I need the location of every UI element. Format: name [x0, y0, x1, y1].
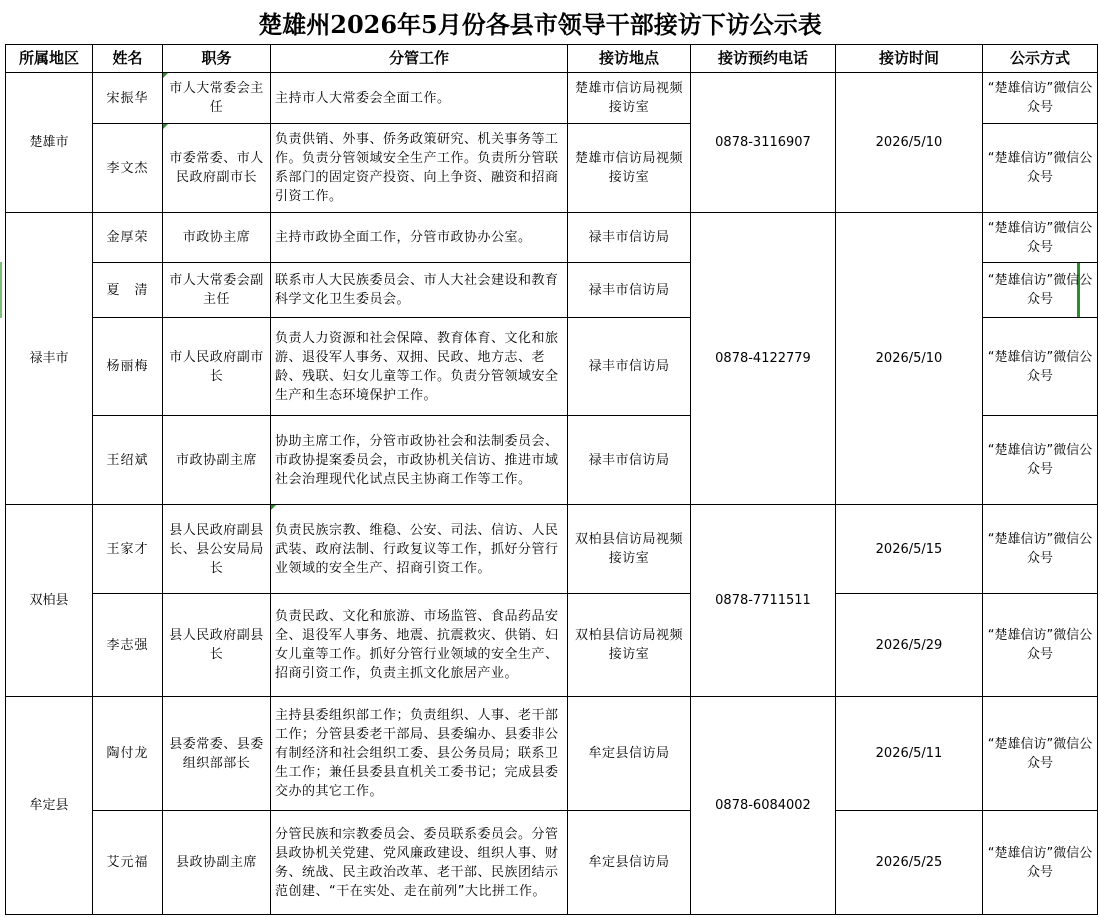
- table-row: [6, 213, 1098, 263]
- region-cell[interactable]: 牟定县: [6, 697, 93, 915]
- header-pub[interactable]: 公示方式: [983, 45, 1098, 73]
- duty-cell[interactable]: 联系市人大民族委员会、市人大社会建设和教育科学文化卫生委员会。: [271, 263, 568, 318]
- date-cell[interactable]: 2026/5/15: [836, 505, 983, 594]
- role-cell[interactable]: 县政协副主席: [163, 811, 271, 915]
- name-cell[interactable]: 金厚荣: [93, 213, 163, 263]
- table-row: [6, 73, 1098, 124]
- duty-cell[interactable]: 负责供销、外事、侨务政策研究、机关事务等工作。负责分管领域安全生产工作。负责所分管联系部门的固定资产投资、向上争资、融资和招商引资工作。: [271, 124, 568, 213]
- date-cell[interactable]: 2026/5/10: [836, 73, 983, 213]
- name-cell[interactable]: 王绍斌: [93, 416, 163, 505]
- phone-cell[interactable]: 0878-4122779: [691, 213, 836, 505]
- duty-cell[interactable]: 负责人力资源和社会保障、教育体育、文化和旅游、退役军人事务、双拥、民政、地方志、老龄、残联、妇女儿童等工作。负责分管领域安全生产和生态环境保护工作。: [271, 318, 568, 416]
- header-place[interactable]: 接访地点: [568, 45, 691, 73]
- duty-cell[interactable]: 负责民族宗教、维稳、公安、司法、信访、人民武装、政府法制、行政复议等工作，抓好分管行业领域的安全生产、招商引资工作。: [271, 505, 568, 594]
- header-name[interactable]: 姓名: [93, 45, 163, 73]
- header-phone[interactable]: 接访预约电话: [691, 45, 836, 73]
- place-cell[interactable]: 双柏县信访局视频接访室: [568, 505, 691, 594]
- role-cell[interactable]: 县人民政府副县长: [163, 594, 271, 697]
- duty-cell[interactable]: 主持市人大常委会全面工作。: [271, 73, 568, 124]
- place-cell[interactable]: 禄丰市信访局: [568, 263, 691, 318]
- pub-cell[interactable]: “楚雄信访”微信公众号: [983, 505, 1098, 594]
- duty-cell[interactable]: 协助主席工作，分管市政协社会和法制委员会、市政协提案委员会，市政协机关信访、推进市域社会治理现代化试点民主协商工作等工作。: [271, 416, 568, 505]
- pub-cell[interactable]: “楚雄信访”微信公众号: [983, 124, 1098, 213]
- table-row: [6, 594, 1098, 697]
- name-cell[interactable]: 夏 清: [93, 263, 163, 318]
- name-cell[interactable]: 王家才: [93, 505, 163, 594]
- duty-cell[interactable]: 分管民族和宗教委员会、委员联系委员会。分管县政协机关党建、党风廉政建设、组织人事、财务、统战、民主政治改革、老干部、民族团结示范创建、“干在实处、走在前列”大比拼工作。: [271, 811, 568, 915]
- header-role[interactable]: 职务: [163, 45, 271, 73]
- role-cell[interactable]: 市人大常委会副主任: [163, 263, 271, 318]
- name-cell[interactable]: 李文杰: [93, 124, 163, 213]
- pub-cell[interactable]: “楚雄信访”微信公众号: [983, 318, 1098, 416]
- pub-cell[interactable]: “楚雄信访”微信公众号: [983, 697, 1098, 811]
- header-region[interactable]: 所属地区: [6, 45, 93, 73]
- role-cell[interactable]: 县委常委、县委组织部部长: [163, 697, 271, 811]
- phone-cell[interactable]: 0878-6084002: [691, 697, 836, 915]
- phone-cell[interactable]: 0878-3116907: [691, 73, 836, 213]
- place-cell[interactable]: 禄丰市信访局: [568, 416, 691, 505]
- duty-cell[interactable]: 负责民政、文化和旅游、市场监管、食品药品安全、退役军人事务、地震、抗震救灾、供销、妇女儿童等工作。抓好分管行业领域的安全生产、招商引资工作，负责主抓文化旅居产业。: [271, 594, 568, 697]
- schedule-table: [5, 44, 1098, 915]
- role-cell[interactable]: 市政协主席: [163, 213, 271, 263]
- region-cell[interactable]: 禄丰市: [6, 213, 93, 505]
- place-cell[interactable]: 楚雄市信访局视频接访室: [568, 73, 691, 124]
- header-duty[interactable]: 分管工作: [271, 45, 568, 73]
- name-cell[interactable]: 陶付龙: [93, 697, 163, 811]
- place-cell[interactable]: 双柏县信访局视频接访室: [568, 594, 691, 697]
- header-row: [6, 45, 1098, 73]
- pub-cell[interactable]: “楚雄信访”微信公众号: [983, 263, 1098, 318]
- role-cell[interactable]: 市政协副主席: [163, 416, 271, 505]
- pub-cell[interactable]: “楚雄信访”微信公众号: [983, 213, 1098, 263]
- duty-cell[interactable]: 主持县委组织部工作；负责组织、人事、老干部工作；分管县委老干部局、县委编办、县委非公有制经济和社会组织工委、县公务员局；联系卫生工作；兼任县委县直机关工委书记；完成县委交办的其它工作。: [271, 697, 568, 811]
- date-cell[interactable]: 2026/5/10: [836, 213, 983, 505]
- place-cell[interactable]: 牟定县信访局: [568, 697, 691, 811]
- table-row: [6, 811, 1098, 915]
- name-cell[interactable]: 李志强: [93, 594, 163, 697]
- role-cell[interactable]: 市委常委、市人民政府副市长: [163, 124, 271, 213]
- duty-cell[interactable]: 主持市政协全面工作，分管市政协办公室。: [271, 213, 568, 263]
- name-cell[interactable]: 艾元福: [93, 811, 163, 915]
- role-cell[interactable]: 县人民政府副县长、县公安局局长: [163, 505, 271, 594]
- region-cell[interactable]: 楚雄市: [6, 73, 93, 213]
- date-cell[interactable]: 2026/5/29: [836, 594, 983, 697]
- place-cell[interactable]: 禄丰市信访局: [568, 213, 691, 263]
- role-cell[interactable]: 市人民政府副市长: [163, 318, 271, 416]
- table-row: [6, 505, 1098, 594]
- name-cell[interactable]: 宋振华: [93, 73, 163, 124]
- phone-cell[interactable]: 0878-7711511: [691, 505, 836, 697]
- date-cell[interactable]: 2026/5/11: [836, 697, 983, 811]
- table-row: [6, 697, 1098, 811]
- place-cell[interactable]: 楚雄市信访局视频接访室: [568, 124, 691, 213]
- name-cell[interactable]: 杨丽梅: [93, 318, 163, 416]
- page-title: 楚雄州2026年5月份各县市领导干部接访下访公示表: [258, 9, 822, 39]
- date-cell[interactable]: 2026/5/25: [836, 811, 983, 915]
- place-cell[interactable]: 禄丰市信访局: [568, 318, 691, 416]
- selection-edge-left: [0, 262, 2, 318]
- region-cell[interactable]: 双柏县: [6, 505, 93, 697]
- pub-cell[interactable]: “楚雄信访”微信公众号: [983, 811, 1098, 915]
- role-cell[interactable]: 市人大常委会主任: [163, 73, 271, 124]
- pub-cell[interactable]: “楚雄信访”微信公众号: [983, 416, 1098, 505]
- pub-cell[interactable]: “楚雄信访”微信公众号: [983, 73, 1098, 124]
- header-date[interactable]: 接访时间: [836, 45, 983, 73]
- place-cell[interactable]: 牟定县信访局: [568, 811, 691, 915]
- pub-cell[interactable]: “楚雄信访”微信公众号: [983, 594, 1098, 697]
